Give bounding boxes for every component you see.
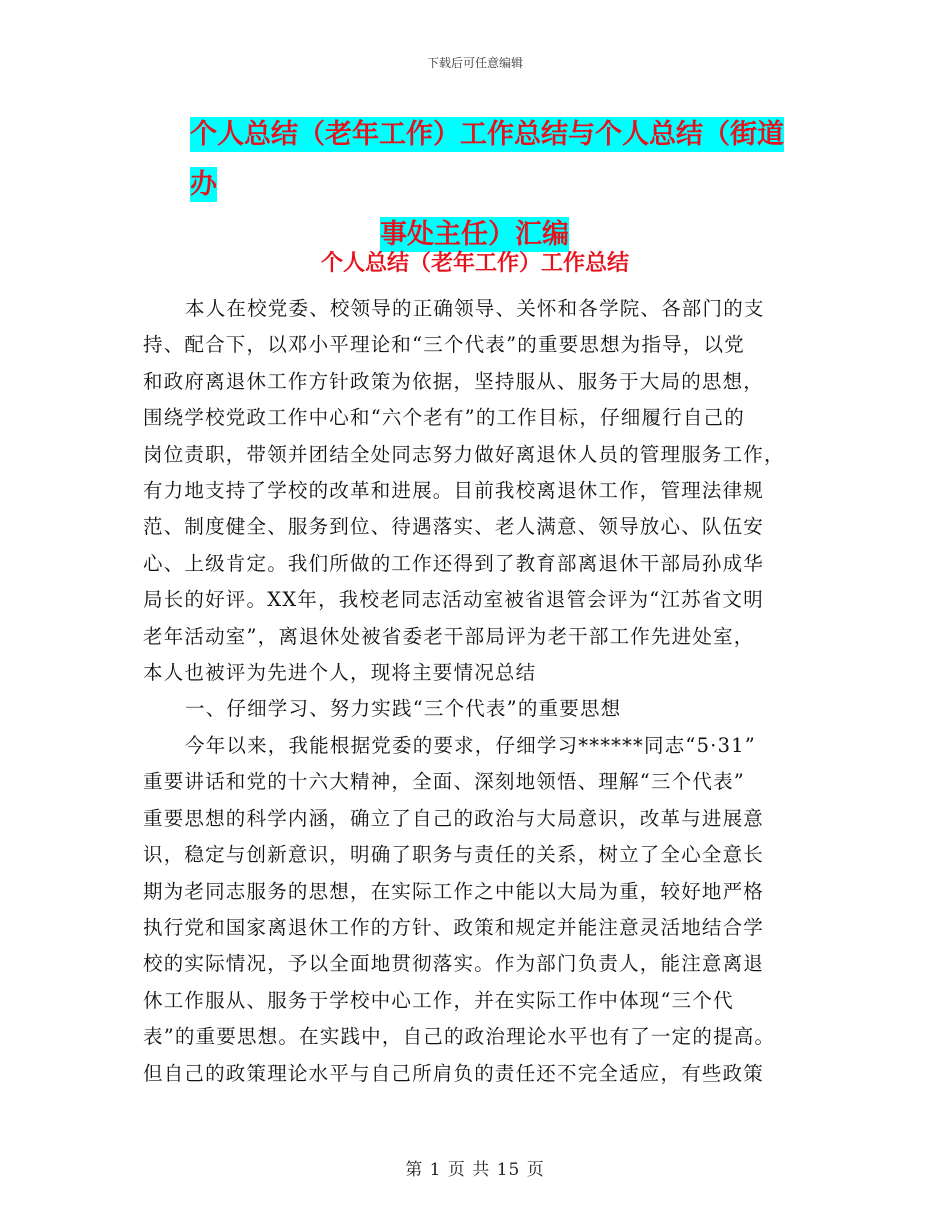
document-title xyxy=(190,110,802,260)
paragraph-line: 老年活动室”，离退休处被省委老干部局评为老干部工作先进处室， xyxy=(143,624,755,648)
paragraph-line: 心、上级肯定。我们所做的工作还得到了教育部离退休干部局孙成华 xyxy=(143,551,765,575)
paragraph-line: 岗位责职，带领并团结全处同志努力做好离退休人员的管理服务工作， xyxy=(143,442,785,466)
paragraph-line: 围绕学校党政工作中心和“六个老有”的工作目标，仔细履行自己的 xyxy=(143,406,745,430)
document-title-line-1: 个人总结（老年工作）工作总结与个人总结（街道办 xyxy=(190,119,784,200)
paragraph-line: 本人也被评为先进个人，现将主要情况总结 xyxy=(143,661,537,685)
paragraph-line: 识，稳定与创新意识，明确了职务与责任的关系，树立了全心全意长 xyxy=(143,843,765,867)
paragraph-line: 期为老同志服务的思想，在实际工作之中能以大局为重，较好地严格 xyxy=(143,879,765,903)
paragraph-line: 本人在校党委、校领导的正确领导、关怀和各学院、各部门的支 xyxy=(185,297,765,320)
section-title: 个人总结（老年工作）工作总结 xyxy=(320,251,629,276)
header-note: 下载后可任意编辑 xyxy=(426,56,523,70)
document-title-line-2: 事处主任）汇编 xyxy=(380,219,569,250)
paragraph-line: 重要讲话和党的十六大精神，全面、深刻地领悟、理解“三个代表” xyxy=(143,770,745,794)
paragraph-line: 和政府离退休工作方针政策为依据，坚持服从、服务于大局的思想， xyxy=(143,369,765,393)
page-footer: 第 1 页 共 15 页 xyxy=(405,1160,545,1180)
paragraph-line: 持、配合下，以邓小平理论和“三个代表”的重要思想为指导，以党 xyxy=(143,333,745,357)
paragraph-line: 范、制度健全、服务到位、待遇落实、老人满意、领导放心、队伍安 xyxy=(143,515,765,539)
paragraph-line: 执行党和国家离退休工作的方针、政策和规定并能注意灵活地结合学 xyxy=(143,915,765,939)
paragraph-line: 休工作服从、服务于学校中心工作，并在实际工作中体现“三个代 xyxy=(143,988,734,1012)
paragraph-line: 今年以来，我能根据党委的要求，仔细学习******同志“5·31” xyxy=(185,733,756,757)
paragraph-line: 局长的好评。XX年，我校老同志活动室被省退管会评为“江苏省文明 xyxy=(143,588,764,612)
body-text xyxy=(143,291,813,1092)
paragraph-line: 表”的重要思想。在实践中，自己的政治理论水平也有了一定的提高。 xyxy=(143,1025,776,1049)
paragraph-line: 但自己的政策理论水平与自己所肩负的责任还不完全适应，有些政策 xyxy=(143,1061,765,1085)
paragraph-line: 有力地支持了学校的改革和进展。目前我校离退休工作，管理法律规 xyxy=(143,479,765,503)
section-heading-1: 一、仔细学习、努力实践“三个代表”的重要思想 xyxy=(185,697,622,721)
paragraph-line: 重要思想的科学内涵，确立了自己的政治与大局意识，改革与进展意 xyxy=(143,806,765,830)
paragraph-line: 校的实际情况，予以全面地贯彻落实。作为部门负责人，能注意离退 xyxy=(143,952,765,976)
